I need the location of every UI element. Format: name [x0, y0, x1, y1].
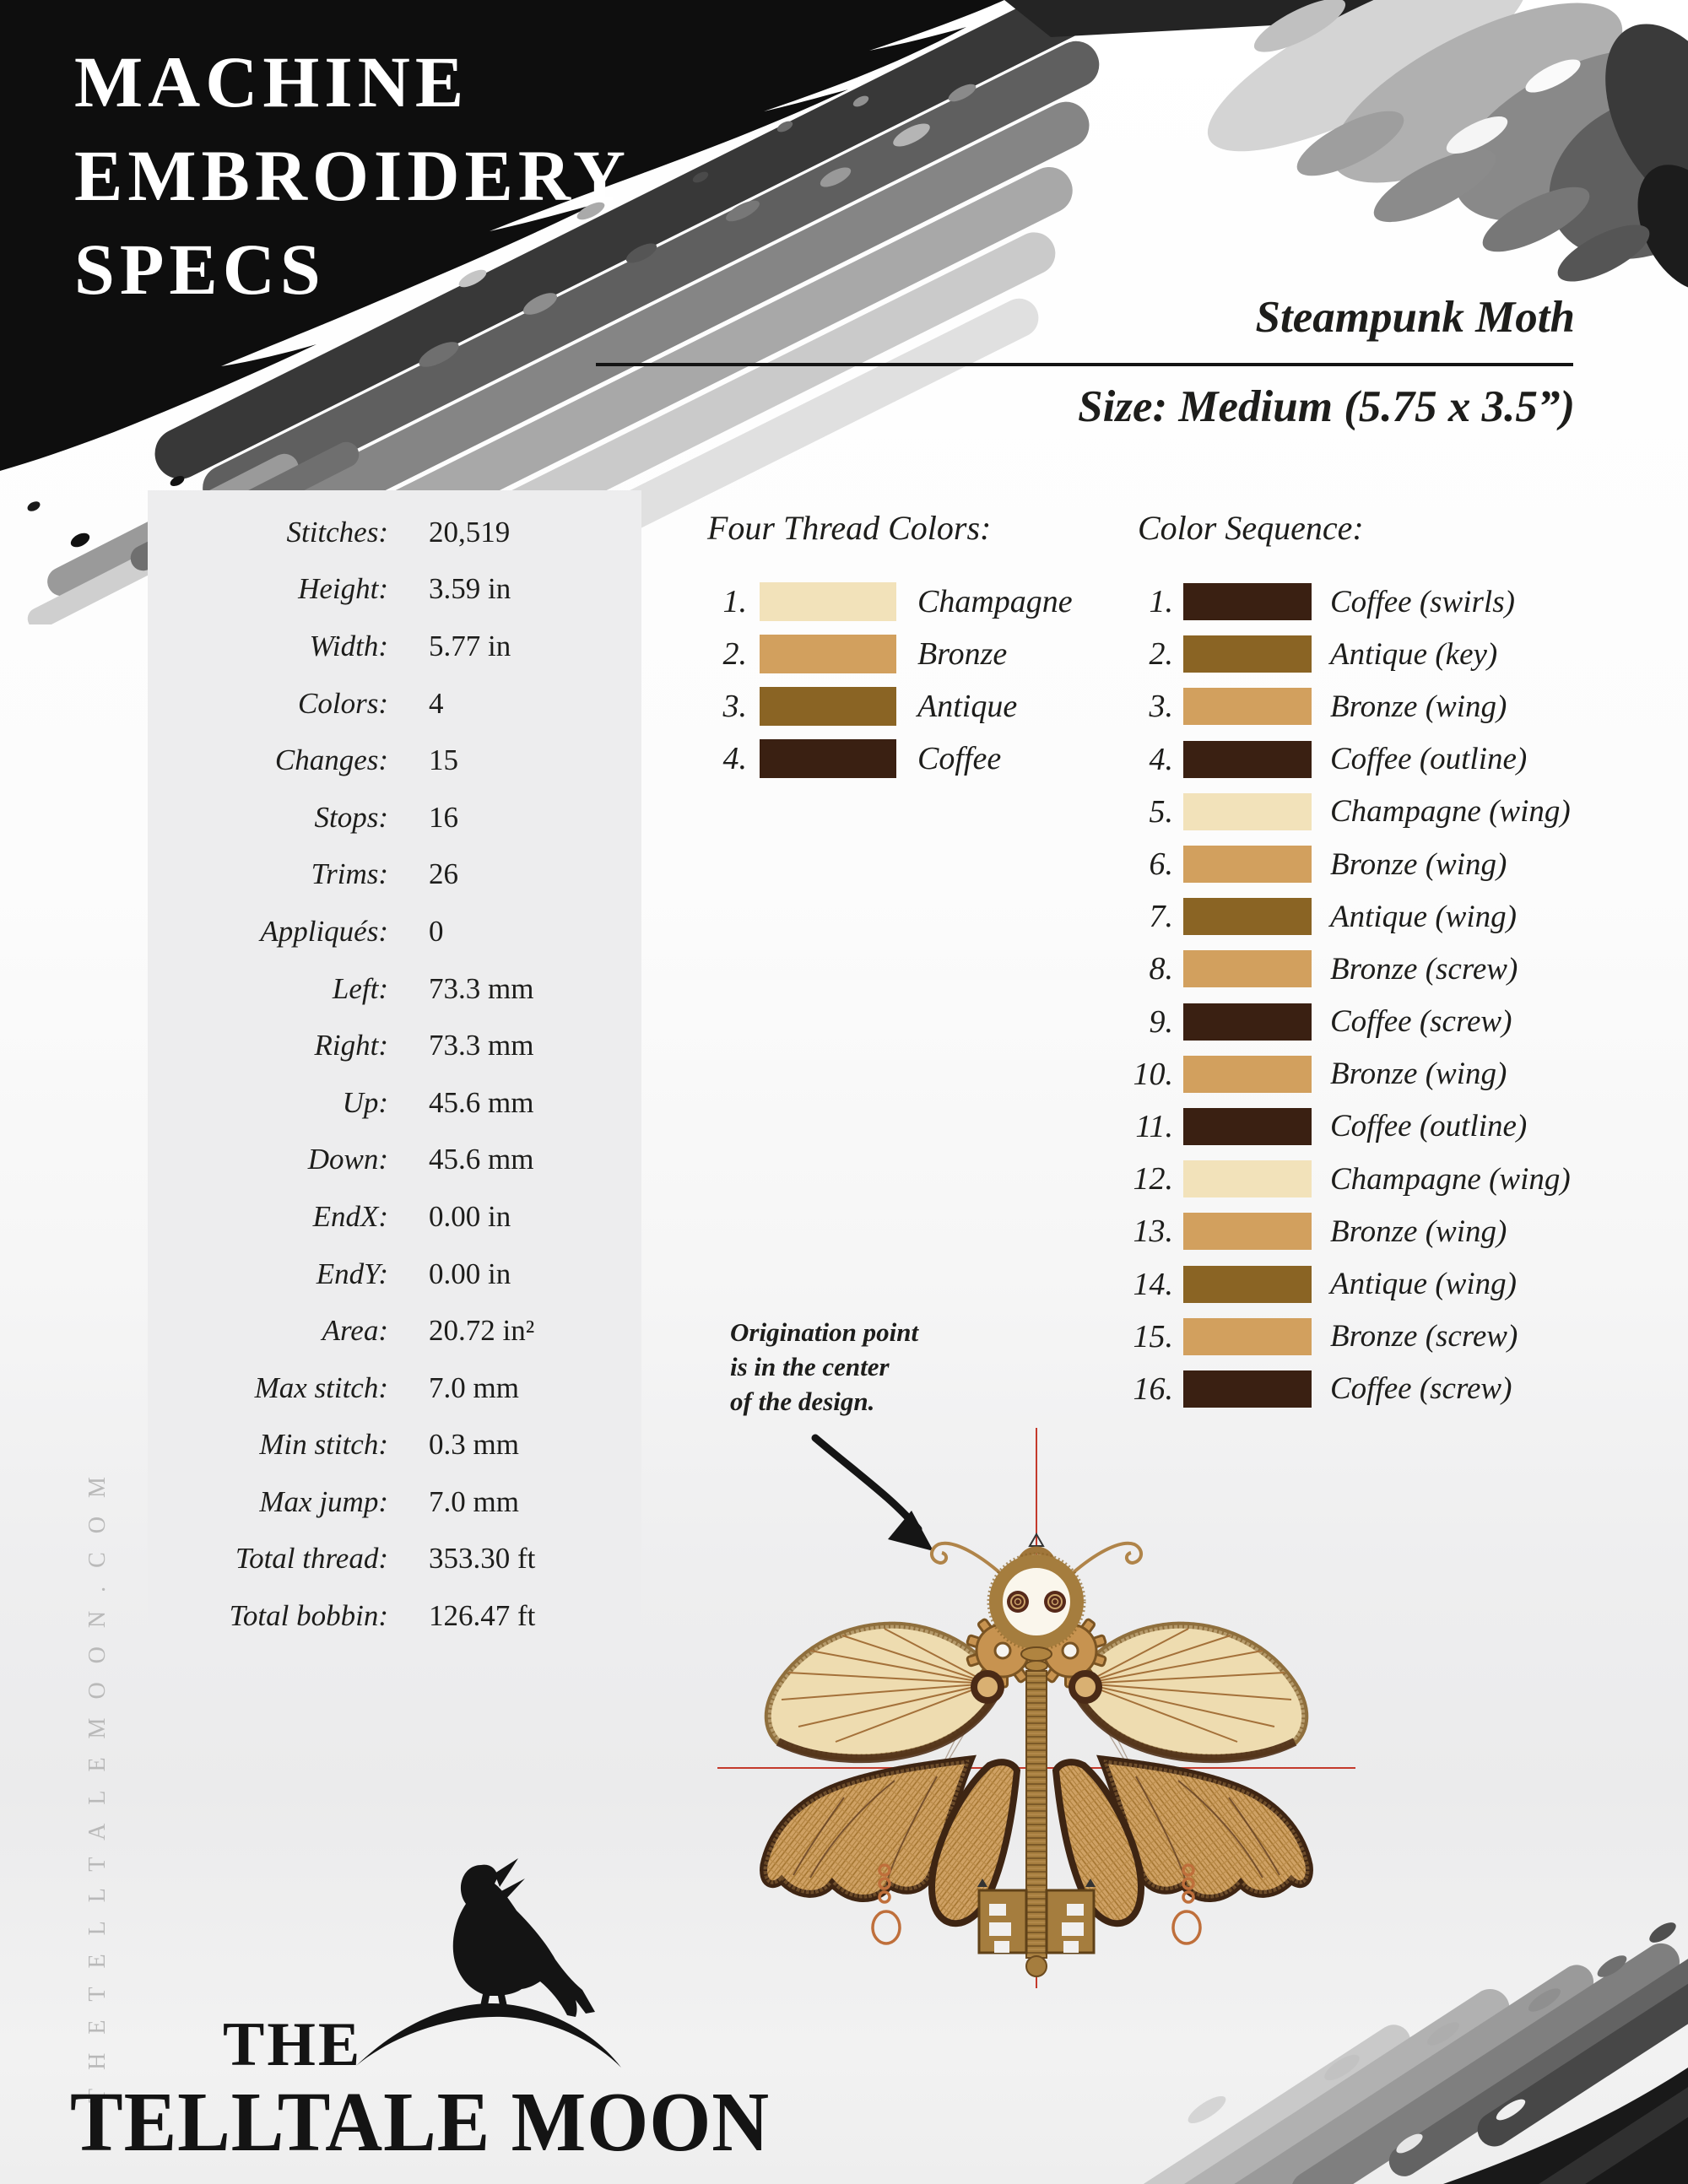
spec-label: Width: — [309, 629, 388, 662]
spec-row — [148, 903, 641, 960]
color-sequence-number: 12. — [1133, 1161, 1173, 1197]
color-sequence-number: 2. — [1149, 636, 1173, 673]
page-title-line: EMBROIDERY — [74, 135, 631, 216]
color-sequence-swatch — [1183, 1266, 1312, 1303]
spec-label: Min stitch: — [259, 1428, 388, 1462]
page-title-line: MACHINE — [74, 41, 469, 122]
color-sequence-row — [1112, 996, 1571, 1048]
spec-row — [148, 960, 641, 1018]
spec-value: 7.0 mm — [429, 1484, 519, 1518]
crow-moon-logo — [338, 1840, 717, 2084]
color-sequence-heading: Color Sequence: — [1138, 509, 1364, 547]
color-sequence-number: 1. — [1149, 584, 1173, 620]
page-title — [74, 35, 630, 316]
color-sequence-swatch — [1183, 846, 1312, 883]
moth-embroidery-graphic — [692, 1384, 1384, 2008]
color-sequence-label: Champagne (wing) — [1330, 794, 1571, 830]
color-sequence-number: 7. — [1149, 899, 1173, 935]
spec-value: 353.30 ft — [429, 1542, 536, 1576]
color-sequence-row — [1112, 1048, 1571, 1100]
thread-color-swatch — [760, 635, 896, 673]
spec-value: 0.3 mm — [429, 1428, 519, 1462]
spec-row — [148, 1302, 641, 1360]
spec-value: 4 — [429, 686, 444, 720]
spec-value: 0.00 in — [429, 1257, 511, 1290]
page-title-line: SPECS — [74, 229, 326, 310]
color-sequence-number: 5. — [1149, 793, 1173, 830]
design-name: Steampunk Moth — [1255, 293, 1575, 342]
color-sequence-swatch — [1183, 688, 1312, 725]
spec-row — [148, 1417, 641, 1474]
spec-label: Appliqués: — [260, 914, 388, 948]
color-sequence-label: Antique (wing) — [1330, 1267, 1517, 1302]
crow-beak-upper — [495, 1858, 518, 1887]
skeleton-key-body — [977, 1534, 1096, 1976]
color-sequence-swatch — [1183, 1160, 1312, 1197]
color-sequence-swatch — [1183, 898, 1312, 935]
color-sequence-label: Bronze (screw) — [1330, 951, 1518, 987]
logo-wordmark: TELLTALE MOON — [70, 2074, 770, 2169]
origination-note-line: of the design. — [730, 1387, 875, 1416]
color-sequence-label: Coffee (screw) — [1330, 1371, 1512, 1407]
color-sequence-row — [1112, 786, 1571, 838]
spec-label: Area: — [322, 1314, 388, 1348]
title-divider — [596, 363, 1573, 366]
spec-row — [148, 1531, 641, 1588]
color-sequence-swatch — [1183, 1056, 1312, 1093]
spec-value: 73.3 mm — [429, 971, 534, 1005]
color-sequence-swatch — [1183, 793, 1312, 830]
thread-color-swatch — [760, 739, 896, 778]
spec-label: Changes: — [274, 743, 388, 777]
thread-color-number: 1. — [722, 584, 747, 619]
moon-crescent — [356, 2003, 621, 2068]
spec-label: Height: — [298, 572, 388, 606]
spec-label: EndY: — [316, 1257, 388, 1290]
color-sequence-label: Coffee (outline) — [1330, 1109, 1528, 1144]
color-sequence-swatch — [1183, 635, 1312, 673]
spec-value: 0.00 in — [429, 1199, 511, 1233]
spec-label: Stops: — [314, 800, 388, 834]
spec-label: Down: — [307, 1143, 388, 1176]
crow-beak-lower — [500, 1879, 525, 1902]
spec-row — [148, 561, 641, 619]
color-sequence-label: Coffee (screw) — [1330, 1004, 1512, 1040]
spec-row — [148, 1587, 641, 1645]
color-sequence-number: 9. — [1149, 1003, 1173, 1040]
color-sequence-row — [1112, 1311, 1571, 1363]
thread-color-name: Coffee — [917, 741, 1002, 776]
color-sequence-number: 6. — [1149, 846, 1173, 883]
spec-row — [148, 504, 641, 561]
spec-value: 20,519 — [429, 515, 511, 549]
spec-row — [148, 618, 641, 675]
color-sequence-list — [1112, 576, 1571, 1415]
color-sequence-label: Antique (key) — [1330, 636, 1498, 672]
website-url-vertical: THETELLTALEMOON.COM — [84, 1458, 111, 2103]
color-sequence-row — [1112, 890, 1571, 943]
color-sequence-swatch — [1183, 1318, 1312, 1355]
spec-label: Colors: — [298, 686, 388, 720]
color-sequence-swatch — [1183, 1003, 1312, 1041]
origination-note-line: Origination point — [730, 1317, 919, 1347]
spec-row — [148, 789, 641, 846]
spec-value: 0 — [429, 914, 444, 948]
thread-color-name: Bronze — [917, 636, 1008, 672]
thread-colors-list — [707, 576, 1073, 785]
color-sequence-number: 15. — [1133, 1318, 1173, 1354]
thread-color-number: 2. — [722, 636, 747, 672]
thread-color-row — [707, 733, 1073, 785]
spec-value: 20.72 in² — [429, 1314, 535, 1348]
color-sequence-label: Bronze (wing) — [1330, 846, 1507, 882]
color-sequence-row — [1112, 1153, 1571, 1205]
spec-value: 45.6 mm — [429, 1085, 534, 1119]
color-sequence-label: Bronze (screw) — [1330, 1319, 1518, 1354]
spec-label: Max jump: — [259, 1484, 388, 1518]
color-sequence-row — [1112, 1100, 1571, 1153]
thread-color-name: Champagne — [917, 584, 1073, 619]
color-sequence-label: Coffee (swirls) — [1330, 584, 1515, 619]
color-sequence-row — [1112, 1257, 1571, 1310]
spec-value: 5.77 in — [429, 629, 511, 662]
color-sequence-number: 13. — [1133, 1214, 1173, 1250]
spec-label: Max stitch: — [254, 1370, 388, 1404]
thread-color-row — [707, 576, 1073, 628]
spec-label: Up: — [342, 1085, 388, 1119]
spec-value: 3.59 in — [429, 572, 511, 606]
color-sequence-row — [1112, 576, 1571, 628]
thread-color-name: Antique — [917, 689, 1018, 724]
spec-label: Total thread: — [235, 1542, 388, 1576]
wing-hub — [974, 1673, 1001, 1700]
color-sequence-label: Bronze (wing) — [1330, 1214, 1507, 1249]
color-sequence-row — [1112, 1205, 1571, 1257]
color-sequence-row — [1112, 680, 1571, 733]
thread-color-swatch — [760, 687, 896, 726]
color-sequence-swatch — [1183, 950, 1312, 987]
thread-color-row — [707, 628, 1073, 680]
color-sequence-swatch — [1183, 741, 1312, 778]
color-sequence-number: 3. — [1149, 689, 1173, 725]
color-sequence-number: 11. — [1135, 1108, 1173, 1144]
logo-word-the: THE — [223, 2010, 363, 2079]
spec-row — [148, 1017, 641, 1074]
spec-label: Trims: — [311, 857, 388, 891]
spec-row — [148, 1132, 641, 1189]
spec-label: Left: — [332, 971, 388, 1005]
spec-value: 45.6 mm — [429, 1143, 534, 1176]
design-size: Size: Medium (5.75 x 3.5”) — [1078, 382, 1575, 431]
spec-label: Stitches: — [286, 515, 388, 549]
color-sequence-label: Bronze (wing) — [1330, 689, 1507, 724]
thread-color-number: 3. — [722, 689, 747, 724]
color-sequence-row — [1112, 733, 1571, 786]
spec-label: Right: — [314, 1029, 388, 1062]
spec-value: 73.3 mm — [429, 1029, 534, 1062]
color-sequence-swatch — [1183, 1108, 1312, 1145]
color-sequence-number: 16. — [1133, 1370, 1173, 1407]
origination-arrow — [815, 1438, 933, 1551]
color-sequence-number: 14. — [1133, 1266, 1173, 1302]
thread-colors-heading: Four Thread Colors: — [707, 509, 992, 547]
color-sequence-label: Bronze (wing) — [1330, 1057, 1507, 1092]
crow-silhouette — [453, 1865, 595, 2017]
color-sequence-number: 10. — [1133, 1056, 1173, 1092]
spec-label: EndX: — [312, 1199, 388, 1233]
spec-label: Total bobbin: — [229, 1599, 388, 1633]
color-sequence-row — [1112, 628, 1571, 680]
origination-note-line: is in the center — [730, 1352, 890, 1381]
color-sequence-row — [1112, 838, 1571, 890]
spec-row — [148, 732, 641, 789]
color-sequence-swatch — [1183, 583, 1312, 620]
thread-color-row — [707, 680, 1073, 733]
spec-row — [148, 846, 641, 904]
color-sequence-label: Coffee (outline) — [1330, 742, 1528, 777]
thread-color-number: 4. — [722, 741, 747, 776]
spec-row — [148, 1188, 641, 1246]
color-sequence-number: 4. — [1149, 741, 1173, 777]
spec-row — [148, 675, 641, 733]
thread-color-swatch — [760, 582, 896, 621]
spec-value: 126.47 ft — [429, 1599, 536, 1633]
spec-row — [148, 1473, 641, 1531]
specs-panel — [148, 490, 641, 1666]
spec-value: 26 — [429, 857, 458, 891]
spec-value: 7.0 mm — [429, 1370, 519, 1404]
spec-row — [148, 1246, 641, 1303]
spec-row — [148, 1360, 641, 1417]
color-sequence-swatch — [1183, 1213, 1312, 1250]
spec-value: 16 — [429, 800, 458, 834]
color-sequence-number: 8. — [1149, 951, 1173, 987]
spec-row — [148, 1074, 641, 1132]
color-sequence-row — [1112, 943, 1571, 995]
spec-value: 15 — [429, 743, 458, 777]
color-sequence-label: Champagne (wing) — [1330, 1161, 1571, 1197]
color-sequence-label: Antique (wing) — [1330, 899, 1517, 934]
